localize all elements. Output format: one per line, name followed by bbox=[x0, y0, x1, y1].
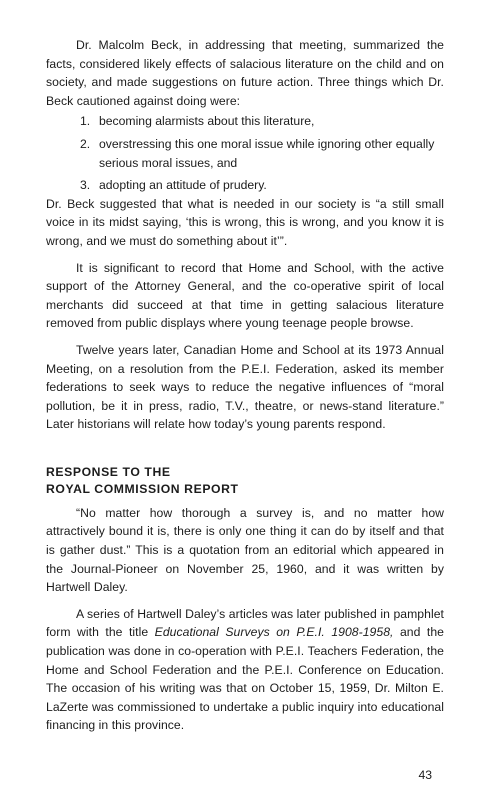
list-item-number: 3. bbox=[80, 178, 91, 193]
cautions-list bbox=[46, 112, 444, 194]
list-item bbox=[80, 176, 444, 195]
publication-title: Educational Surveys on P.E.I. 1908-1958, bbox=[154, 625, 394, 640]
section-heading bbox=[46, 464, 444, 498]
paragraph-text-end: and the publication was done in co-operation with P.E.I. Teachers Federation, the Home and School Federation and the P.E.I. Conference on Education. The occasion of his writing was that on October 15, 1959, Dr. Milton E. LaZerte was commissioned to undertake a public inquiry into educational financing in this province. bbox=[46, 625, 444, 733]
paragraph-daley-articles bbox=[46, 605, 444, 735]
list-item-text: adopting an attitude of prudery. bbox=[99, 178, 267, 193]
page-number: 43 bbox=[418, 768, 432, 782]
section-heading-line-2: ROYAL COMMISSION REPORT bbox=[46, 481, 239, 496]
list-item-text: becoming alarmists about this literature, bbox=[99, 114, 315, 129]
list-item-number: 2. bbox=[80, 136, 91, 151]
paragraph-survey-quotation: “No matter how thorough a survey is, and no matter how attractively bound it is, there is only one thing it can do by itself and that is gather dust.” This is a quotation from an editorial which appeared in the Journal-Pioneer on November 25, 1960, and it was written by Hartwell Daley. bbox=[46, 505, 444, 595]
paragraph-text-start: A series of Hartwell Daley’s articles was later published in pamphlet form with the title bbox=[46, 606, 444, 640]
paragraph-beck-summary: Dr. Malcolm Beck, in addressing that meeting, summarized the facts, considered likely effects of salacious literature on the child and on society, and made suggestions on future action. Three things which Dr. Beck cautioned against doing were: bbox=[46, 38, 444, 108]
paragraph-twelve-years-later: Twelve years later, Canadian Home and School at its 1973 Annual Meeting, on a resolution from the P.E.I. Federation, asked its member federations to seek ways to reduce the negative influences of “moral pollution, be it in press, radio, T.V., theatre, or news-stand literature.” Later historians will relate how today’s young parents respond. bbox=[46, 342, 444, 432]
list-item-text: overstressing this one moral issue while ignoring other equally serious moral issues, and bbox=[99, 136, 435, 170]
list-item bbox=[80, 135, 444, 172]
list-item-number: 1. bbox=[80, 114, 91, 129]
list-item bbox=[80, 112, 444, 131]
paragraph-beck-quote: Dr. Beck suggested that what is needed in our society is “a still small voice in its midst saying, ‘this is wrong, this is wrong, and you know it is wrong, and we must do something about it’”. bbox=[46, 196, 444, 248]
section-heading-line-1: RESPONSE TO THE bbox=[46, 464, 171, 479]
paragraph-home-and-school: It is significant to record that Home and School, with the active support of the Attorney General, and the co-operative spirit of local merchants did succeed at that time in getting salacious literature removed from public displays where young teenage people browse. bbox=[46, 260, 444, 331]
